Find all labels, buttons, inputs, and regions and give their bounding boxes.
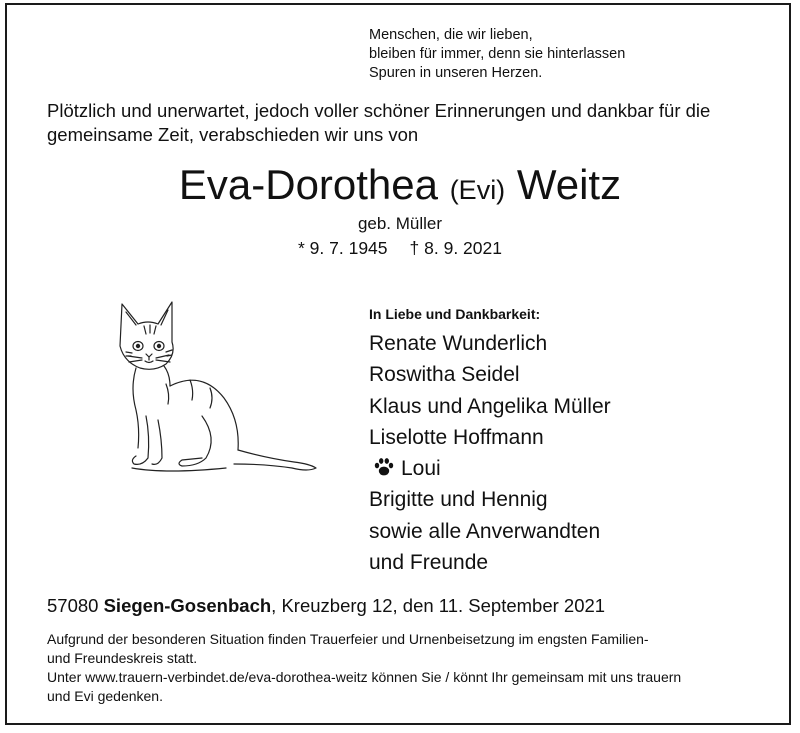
list-item: sowie alle Anverwandten (369, 519, 601, 543)
motto-verse (369, 26, 625, 83)
birth-name: geb. Müller (357, 214, 443, 233)
list-item: Renate Wunderlich (369, 332, 548, 355)
intro-text (47, 99, 710, 147)
place-and-date (47, 594, 605, 618)
list-item: und Freunde (369, 551, 489, 575)
first-name: Eva-Dorothea (178, 161, 439, 208)
list-item: Roswitha Seidel (369, 363, 520, 387)
last-name: Weitz (516, 161, 622, 208)
online-memorial-notice (47, 668, 681, 705)
intro-line: Plötzlich und unerwartet, jedoch voller schöner Erinnerungen und dankbar für die (47, 100, 711, 121)
birth-date: * 9. 7. 1945 (298, 238, 388, 258)
notice-line: und Evi gedenken. (47, 687, 163, 704)
intro-line: gemeinsame Zeit, verabschieden wir uns von (47, 124, 419, 145)
motto-line: Menschen, die wir lieben, (369, 27, 533, 43)
life-dates (0, 237, 800, 259)
notice-line: Aufgrund der besonderen Situation finden Trauerfeier und Urnenbeisetzung im engsten Familien- (47, 631, 649, 647)
city: Siegen-Gosenbach (103, 595, 272, 616)
mourners-heading: In Liebe und Dankbarkeit: (369, 306, 541, 322)
pet-name: Loui (401, 457, 441, 481)
list-item: Liselotte Hoffmann (369, 425, 544, 449)
mourners-list (369, 328, 611, 578)
death-date: † 8. 9. 2021 (409, 238, 502, 258)
notice-line: Unter www.trauern-verbindet.de/eva-dorothea-weitz können Sie / könnt Ihr gemeinsam mit uns trauern (47, 669, 682, 685)
funeral-notice (47, 630, 649, 667)
zip-code: 57080 (47, 595, 99, 616)
motto-line: Spuren in unseren Herzen. (369, 65, 543, 81)
notice-line: und Freundeskreis statt. (47, 649, 198, 666)
motto-line: bleiben für immer, denn sie hinterlassen (369, 46, 626, 62)
deceased-name (0, 160, 800, 215)
list-item (369, 453, 611, 484)
cat-line-drawing-icon (106, 298, 322, 478)
list-item: Brigitte und Hennig (369, 488, 548, 512)
address-and-date: , Kreuzberg 12, den 11. September 2021 (271, 595, 606, 616)
list-item: Klaus und Angelika Müller (369, 394, 611, 418)
nickname: (Evi) (449, 175, 506, 205)
paw-print-icon (373, 457, 395, 477)
